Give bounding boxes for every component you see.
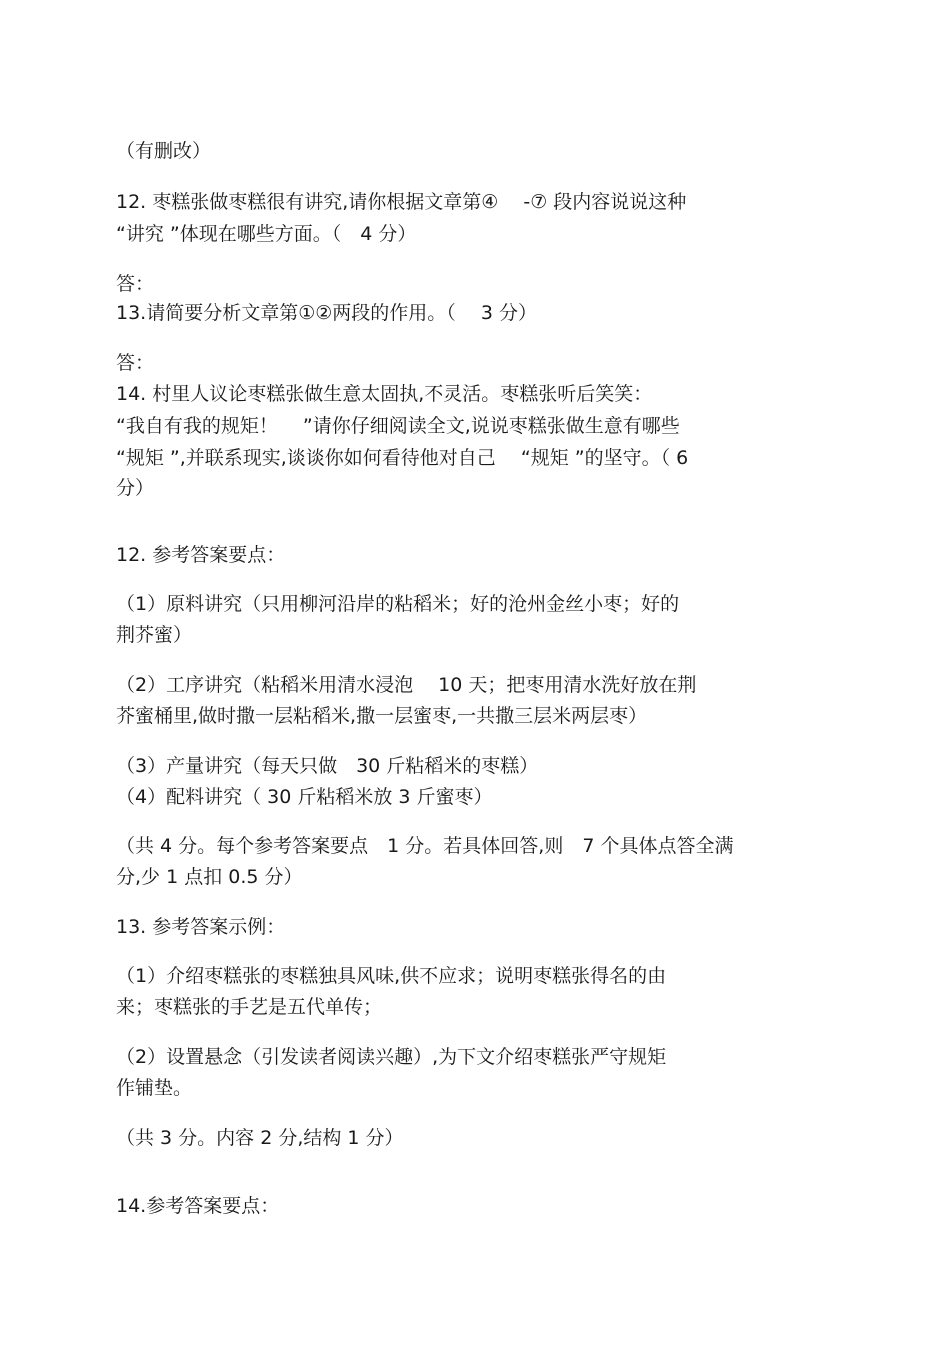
question-14-line-1: 14. 村里人议论枣糕张做生意太固执,不灵活。枣糕张听后笑笑：: [116, 383, 653, 405]
answer-12-point-1-line-2: 荆芥蜜）: [116, 624, 193, 646]
answer-12-point-2-line-1: （2）工序讲究（粘稻米用清水浸泡 10 天；把枣用清水洗好放在荆: [116, 674, 697, 696]
answer-14-heading: 14.参考答案要点：: [116, 1195, 280, 1217]
answer-12-scoring-line-2: 分,少 1 点扣 0.5 分）: [116, 866, 303, 888]
question-12-line-2: “讲究 ”体现在哪些方面。（ 4 分）: [116, 223, 417, 245]
answer-13-heading: 13. 参考答案示例：: [116, 916, 286, 938]
answer-12-point-3: （3）产量讲究（每天只做 30 斤粘稻米的枣糕）: [116, 755, 539, 777]
answer-12-heading: 12. 参考答案要点：: [116, 544, 286, 566]
answer-13-point-1-line-2: 来；枣糕张的手艺是五代单传；: [116, 996, 383, 1018]
answer-13-scoring: （共 3 分。内容 2 分,结构 1 分）: [116, 1127, 404, 1149]
question-14-line-4: 分）: [116, 477, 155, 499]
answer-12-point-2-line-2: 芥蜜桶里,做时撒一层粘稻米,撒一层蜜枣,一共撒三层米两层枣）: [116, 705, 648, 727]
answer-12-scoring-line-1: （共 4 分。每个参考答案要点 1 分。若具体回答,则 7 个具体点答全满: [116, 835, 734, 857]
question-14-line-3: “规矩 ”,并联系现实,谈谈你如何看待他对自己 “规矩 ”的坚守。（ 6: [116, 447, 689, 469]
question-13: 13.请简要分析文章第①②两段的作用。（ 3 分）: [116, 302, 537, 324]
question-14-line-2: “我自有我的规矩！ ”请你仔细阅读全文,说说枣糕张做生意有哪些: [116, 415, 680, 437]
answer-12-point-1-line-1: （1）原料讲究（只用柳河沿岸的粘稻米；好的沧州金丝小枣；好的: [116, 593, 680, 615]
question-12-line-1: 12. 枣糕张做枣糕很有讲究,请你根据文章第④ -⑦ 段内容说说这种: [116, 191, 687, 213]
answer-12-point-4: （4）配料讲究（ 30 斤粘稻米放 3 斤蜜枣）: [116, 786, 493, 808]
answer-13-point-2-line-2: 作铺垫。: [116, 1077, 193, 1099]
source-note: （有删改）: [116, 140, 212, 162]
answer-label-13: 答：: [116, 352, 155, 374]
answer-13-point-2-line-1: （2）设置悬念（引发读者阅读兴趣）,为下文介绍枣糕张严守规矩: [116, 1046, 667, 1068]
answer-13-point-1-line-1: （1）介绍枣糕张的枣糕独具风味,供不应求；说明枣糕张得名的由: [116, 965, 667, 987]
answer-label-12: 答：: [116, 273, 155, 295]
